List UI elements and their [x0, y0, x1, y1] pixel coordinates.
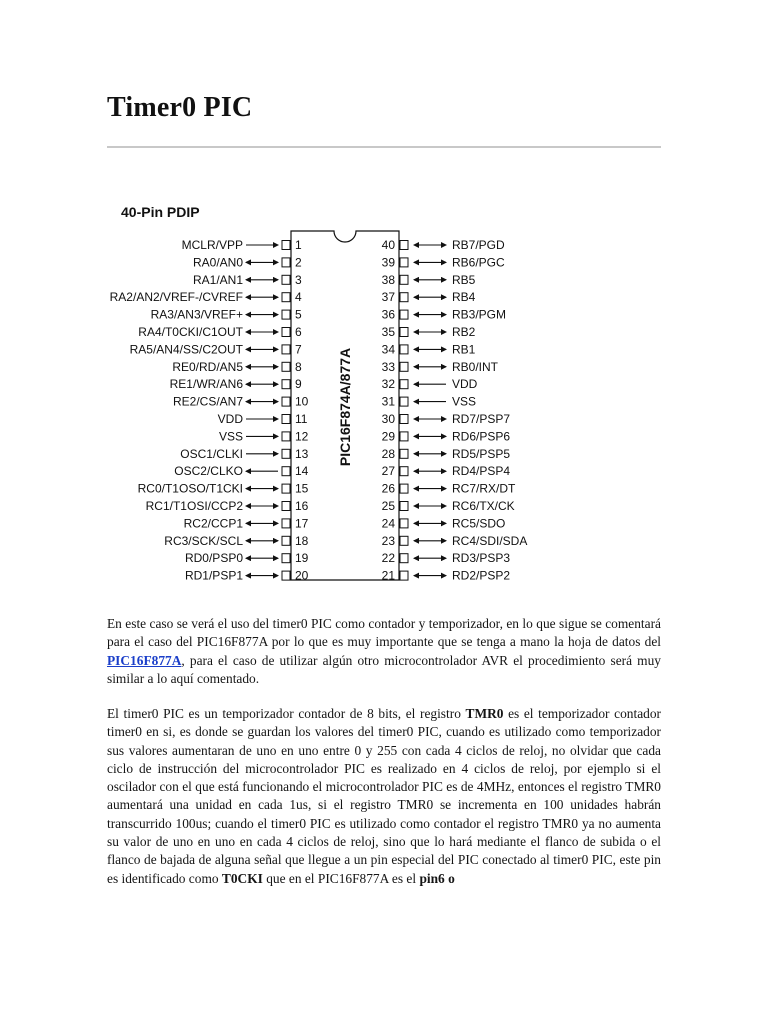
pin-18	[164, 534, 308, 548]
pin-label: RD3/PSP3	[452, 551, 511, 566]
pinout-svg	[100, 195, 550, 585]
pin-2	[193, 255, 302, 269]
pin-pad	[282, 275, 290, 284]
pin-39	[382, 255, 505, 269]
pin-pad	[282, 571, 290, 580]
pin-label: RC1/T1OSI/CCP2	[145, 499, 243, 513]
pin-14	[174, 464, 308, 478]
pin-number: 15	[295, 481, 309, 496]
pin-number: 36	[381, 307, 395, 322]
pin-5	[151, 308, 302, 322]
pin-pad	[400, 310, 408, 319]
pin-pad	[282, 536, 290, 545]
pin-40	[382, 238, 505, 252]
pin-number: 22	[381, 551, 395, 566]
pin-label: MCLR/VPP	[181, 238, 243, 252]
pin-label: RD6/PSP6	[452, 429, 511, 444]
pin-number: 2	[295, 255, 302, 270]
tmr0-term: TMR0	[465, 706, 504, 721]
pin-label: RA4/T0CKI/C1OUT	[138, 325, 243, 339]
pin-pad	[400, 467, 408, 476]
pin-24	[382, 516, 506, 530]
paragraph-timer0	[107, 705, 661, 888]
pin-pad	[400, 484, 408, 493]
pin-pad	[400, 554, 408, 563]
pin-number: 34	[381, 342, 395, 357]
pin-label: RD1/PSP1	[184, 568, 243, 583]
pin-pad	[282, 362, 290, 371]
pin-15	[138, 482, 309, 496]
pinout-diagram	[100, 195, 550, 585]
pin-number: 9	[295, 377, 302, 392]
right-pin-group	[382, 238, 528, 583]
pin-28	[382, 447, 511, 461]
pin-label: RD7/PSP7	[452, 412, 511, 426]
pin-number: 21	[381, 568, 395, 583]
pin-number: 24	[381, 516, 395, 531]
pin-label: RB5	[452, 272, 476, 287]
pin-number: 20	[295, 568, 309, 583]
left-pin-group	[110, 238, 309, 583]
pin-label: RB2	[452, 325, 476, 339]
paragraph-intro-text: En este caso se verá el uso del timer0 PIC como contador y temporizador, en lo que sigue se comentará para el caso del PIC16F877A por lo que es muy importante que se tenga a mano la hoja de datos del	[107, 616, 661, 650]
pin-number: 28	[381, 446, 395, 461]
pin-pad	[282, 310, 290, 319]
pin-number: 14	[295, 464, 309, 479]
pin-label: RE1/WR/AN6	[169, 377, 243, 392]
pin-number: 31	[381, 394, 395, 409]
pin-label: RD0/PSP0	[184, 551, 243, 566]
pin-label: RD2/PSP2	[452, 568, 511, 583]
pin-number: 33	[381, 359, 395, 374]
pin-pad	[400, 536, 408, 545]
pin-label: RD4/PSP4	[452, 464, 511, 479]
pin-26	[382, 482, 516, 496]
pin-label: RB0/INT	[452, 359, 499, 374]
pin-label: OSC1/CLKI	[180, 446, 243, 461]
pin-label: RB1	[452, 342, 476, 357]
paragraph-intro-text-end: , para el caso de utilizar algún otro microcontrolador AVR el procedimiento será muy similar a lo aquí comentado.	[107, 652, 661, 686]
pin-label: OSC2/CLKO	[174, 464, 243, 479]
pin-pad	[282, 328, 290, 337]
paragraph-timer0-text-2: es el temporizador contador timer0 en si, es donde se guardan los valores del timer0 PIC, cuando es utilizado como temporizador sus valores aumentaran de uno en uno entre 0 y 255 con cada 4 ciclos de reloj, no olvidar que cada ciclo de instrucción del microcontrolador PIC es realizado en 4 ciclos de reloj, por ejemplo si el oscilador con el que está funcionando el microcontrolador PIC es de 4MHz, entonces el registro TMR0 aumentará una unidad en cada 1us, si el registro TMR0 se incrementa en 100 unidades habrán transcurrido 100us; cuando el timer0 PIC es utilizado como contador el registro TMR0 ya no aumenta su valor de uno en uno en cada 4 ciclos de reloj, sino que lo hará mediante el flanco de subida o el flanco de bajada de alguna señal que llegue a un pin especial del PIC conectado al timer0 PIC, este pin es identificado como	[107, 706, 661, 886]
pin-pad	[400, 241, 408, 250]
pin-12	[219, 429, 309, 443]
page-title: Timer0 PIC	[107, 92, 253, 123]
pin-label: RC3/SCK/SCL	[164, 533, 243, 548]
pin-number: 27	[381, 464, 395, 479]
pin-pad	[400, 362, 408, 371]
pin-8	[172, 360, 302, 374]
pin-pad	[282, 432, 290, 441]
pin-20	[185, 569, 309, 583]
pin-label: RC0/T1OSO/T1CKI	[137, 481, 243, 496]
pin-1	[182, 238, 302, 252]
pin-pad	[282, 241, 290, 250]
paragraph-timer0-text: El timer0 PIC es un temporizador contador de 8 bits, el registro	[107, 706, 466, 721]
pin-label: RA5/AN4/SS/C2OUT	[129, 342, 243, 357]
pin-pad	[400, 519, 408, 528]
pin-number: 38	[381, 272, 395, 287]
pin-number: 29	[381, 429, 395, 444]
pin-number: 17	[295, 516, 309, 531]
pin-label: RB6/PGC	[452, 255, 505, 270]
pin-label: RA0/AN0	[192, 255, 243, 270]
pin-label: RE0/RD/AN5	[172, 359, 243, 374]
pin-13	[180, 447, 308, 461]
pin-number: 16	[295, 499, 309, 513]
pin-number: 10	[295, 394, 309, 409]
pin-pad	[282, 397, 290, 406]
pin-label: RA1/AN1	[192, 272, 243, 287]
pin-11	[218, 412, 308, 426]
title-divider	[107, 146, 661, 148]
pin-pad	[282, 293, 290, 302]
pin-10	[173, 395, 309, 409]
pin-number: 5	[295, 307, 302, 322]
pin-number: 1	[295, 238, 302, 252]
pin-label: VSS	[218, 429, 243, 444]
pin-number: 18	[295, 533, 309, 548]
pin-pad	[400, 258, 408, 267]
pin-30	[382, 412, 511, 426]
datasheet-link[interactable]: PIC16F877A	[107, 652, 182, 668]
pin-label: RC6/TX/CK	[452, 499, 515, 513]
pin-label: RB4	[452, 290, 476, 305]
pin-pad	[282, 502, 290, 511]
pin-label: VDD	[217, 412, 243, 426]
pin-number: 6	[295, 325, 302, 339]
pin-pad	[282, 449, 290, 458]
pin-9	[170, 377, 302, 391]
pin-pad	[400, 397, 408, 406]
pin-label: RC5/SDO	[452, 516, 506, 531]
pin-number: 19	[295, 551, 309, 566]
pin-22	[382, 551, 511, 565]
pin-7	[130, 342, 302, 356]
pin-number: 25	[381, 499, 395, 513]
pin-number: 26	[381, 481, 395, 496]
pin-number: 35	[381, 325, 395, 339]
pin-25	[382, 499, 515, 513]
pin-pad	[400, 449, 408, 458]
pin-pad	[400, 432, 408, 441]
pin-pad	[282, 258, 290, 267]
pin-29	[382, 429, 511, 443]
package-label: 40-Pin PDIP	[121, 204, 200, 220]
pin-number: 37	[381, 290, 395, 305]
pin-21	[382, 569, 511, 583]
paragraph-timer0-text-3: que en el PIC16F877A es el	[262, 870, 420, 886]
pin-label: RA3/AN3/VREF+	[150, 307, 243, 322]
pin-pad	[400, 293, 408, 302]
pin-label: RB7/PGD	[452, 238, 505, 252]
pin-pad	[400, 380, 408, 389]
pin-pad	[282, 484, 290, 493]
pin-label: RE2/CS/AN7	[172, 394, 243, 409]
pin-number: 39	[381, 255, 395, 270]
pin-number: 11	[295, 412, 308, 426]
pin-number: 7	[295, 342, 302, 357]
chip-name: PIC16F874A/877A	[337, 347, 353, 467]
pin-label: RA2/AN2/VREF-/CVREF	[109, 290, 243, 305]
pin-pad	[282, 519, 290, 528]
pin-pad	[282, 380, 290, 389]
pin-number: 13	[295, 446, 309, 461]
pin-pad	[400, 502, 408, 511]
pin-number: 3	[295, 272, 302, 287]
pin-label: RC4/SDI/SDA	[452, 533, 528, 548]
pin-label: VSS	[452, 394, 477, 409]
pin-27	[382, 464, 511, 478]
pin-pad	[282, 415, 290, 424]
pin-36	[382, 308, 506, 322]
pin-label: RC7/RX/DT	[452, 481, 516, 496]
pin-pad	[400, 275, 408, 284]
pin-23	[382, 534, 528, 548]
pin-pad	[400, 415, 408, 424]
pin-label: RB3/PGM	[452, 307, 507, 322]
pin-4	[110, 290, 302, 304]
pin-17	[184, 516, 309, 530]
pin-number: 23	[381, 533, 395, 548]
pin-pad	[400, 328, 408, 337]
pin-19	[185, 551, 309, 565]
pin-pad	[400, 345, 408, 354]
pin-number: 8	[295, 359, 302, 374]
pin-label: VDD	[452, 377, 478, 392]
paragraph-intro	[107, 615, 661, 688]
pin-pad	[282, 554, 290, 563]
pin-number: 12	[295, 429, 309, 444]
pin-3	[193, 273, 302, 287]
pin-number: 4	[295, 290, 302, 305]
pin-pad	[282, 345, 290, 354]
pin-number: 30	[381, 412, 395, 426]
pin-number: 32	[381, 377, 395, 392]
t0cki-term: T0CKI	[221, 870, 263, 886]
pin-label: RD5/PSP5	[452, 446, 511, 461]
pin-pad	[282, 467, 290, 476]
pin-label: RC2/CCP1	[183, 516, 243, 531]
pin-pad	[400, 571, 408, 580]
pin-16	[146, 499, 309, 513]
pin6-term: pin6 o	[419, 870, 455, 886]
pin-6	[138, 325, 302, 339]
pin-number: 40	[381, 238, 395, 252]
